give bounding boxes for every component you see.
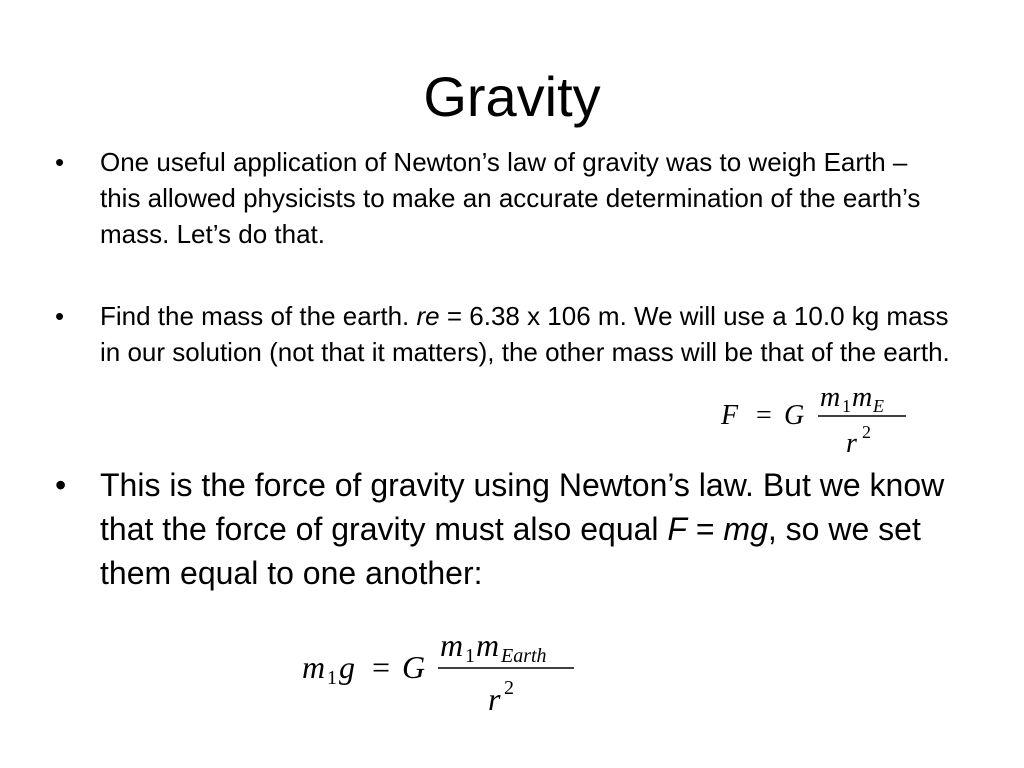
bullet-3-pre: This is the force of gravity using Newton’s law. But we know that the force of gravity must also equal [100, 467, 945, 547]
eq1-F: F [721, 400, 739, 431]
bullet-dot: • [55, 301, 65, 331]
eq2-num-sub1: 1 [465, 645, 475, 667]
bullet-3-eq: = [686, 511, 724, 547]
eq1-exp: 2 [862, 422, 871, 442]
bullet-3-text [100, 463, 955, 595]
bullet-3 [55, 463, 955, 595]
eq2-g: g [339, 649, 355, 685]
eq1-sub1: 1 [842, 396, 851, 416]
eq2-num-mEarth: m [476, 627, 500, 663]
eq1-G: G [784, 400, 805, 431]
eq1-r: r [846, 428, 857, 458]
slide-title: Gravity [423, 65, 601, 128]
eq2-num-m1: m [440, 627, 464, 663]
equation-1-svg [718, 378, 918, 458]
equation-2-svg [298, 626, 588, 722]
equation-mass-of-earth [298, 626, 588, 722]
bullet-2-text [100, 298, 955, 370]
bullet-2-re: re [416, 301, 440, 331]
bullet-2-post: = 6.38 x 106 m. We will use a 10.0 kg mass in our solution (not that it matters), the other mass will be that of the earth. [100, 301, 950, 367]
bullet-3-mg: mg [723, 511, 768, 547]
bullet-2-pre: Find the mass of the earth. [100, 301, 417, 331]
bullet-3-post: , so we set them equal to one another: [100, 511, 921, 591]
eq2-num-subEarth: Earth [501, 645, 547, 667]
eq2-G: G [402, 649, 426, 685]
bullet-dot: • [55, 147, 65, 177]
eq2-equals: = [372, 649, 391, 685]
eq1-m1: m [820, 382, 841, 413]
bullet-1 [55, 144, 955, 252]
eq2-m1: m [302, 649, 326, 685]
eq1-mE: m [852, 382, 873, 413]
bullet-2 [55, 298, 955, 370]
eq2-r: r [488, 681, 501, 717]
eq1-equals: = [756, 400, 772, 431]
eq2-exp: 2 [504, 677, 514, 699]
bullet-dot: • [55, 467, 67, 503]
bullet-1-text: One useful application of Newton’s law of gravity was to weigh Earth – this allowed physicists to make an accurate determination of the earth’s mass. Let’s do that. [100, 147, 921, 249]
eq1-subE: E [873, 396, 884, 416]
eq2-sub1: 1 [327, 667, 337, 689]
equation-newton-gravity [718, 378, 918, 458]
bullet-3-F: F [667, 511, 687, 547]
